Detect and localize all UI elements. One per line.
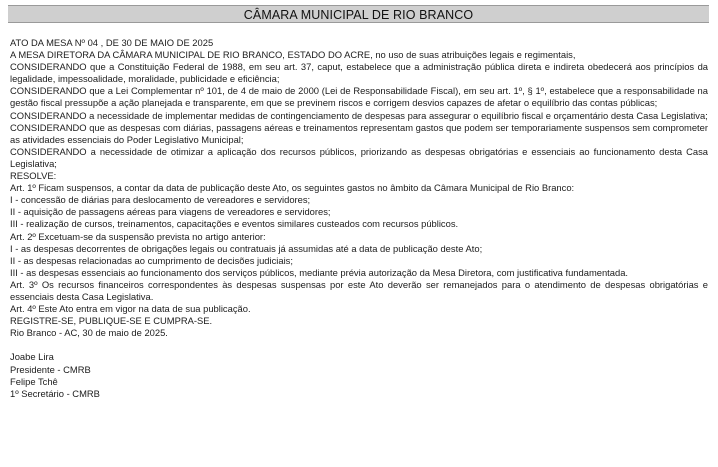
article-1-item-3: III - realização de cursos, treinamentos, capacitações e eventos similares custeados com recursos públicos.	[10, 218, 459, 230]
intro-paragraph: A MESA DIRETORA DA CÂMARA MUNICIPAL DE RIO BRANCO, ESTADO DO ACRE, no uso de suas atribuições legais e regimentais,	[10, 49, 576, 61]
article-2-item-1: I - as despesas decorrentes de obrigações legais ou contratuais já assumidas até a data de publicação deste Ato;	[10, 242, 483, 254]
article-4: Art. 4º Este Ato entra em vigor na data de sua publicação.	[10, 303, 251, 315]
signer-1-role: Presidente - CMRB	[10, 363, 91, 375]
signer-2-role: 1º Secretário - CMRB	[10, 387, 100, 399]
header-title: CÂMARA MUNICIPAL DE RIO BRANCO	[243, 8, 474, 22]
article-1-item-1: I - concessão de diárias para deslocamento de vereadores e servidores;	[10, 194, 311, 206]
place-date: Rio Branco - AC, 30 de maio de 2025.	[10, 327, 168, 339]
resolve-heading: RESOLVE:	[10, 170, 57, 182]
article-2: Art. 2º Excetuam-se da suspensão prevista no artigo anterior:	[10, 230, 266, 242]
document-body	[10, 37, 708, 400]
signature-block	[10, 351, 708, 399]
document-header	[8, 5, 709, 23]
article-2-item-2: II - as despesas relacionadas ao cumprimento de decisões judiciais;	[10, 254, 293, 266]
article-1: Art. 1º Ficam suspensos, a contar da data de publicação deste Ato, os seguintes gastos no âmbito da Câmara Municipal de Rio Branco:	[10, 182, 575, 194]
article-1-item-2: II - aquisição de passagens aéreas para viagens de vereadores e servidores;	[10, 206, 331, 218]
signer-1-name: Joabe Lira	[10, 351, 54, 363]
article-2-item-3: III - as despesas essenciais ao funcionamento dos serviços públicos, mediante prévia autorização da Mesa Diretora, com justificativa fundamentada.	[10, 266, 629, 278]
considerando-4: CONSIDERANDO que as despesas com diárias, passagens aéreas e treinamentos representam gastos que podem ser temporariamente suspensos sem comprometer as atividades essenciais do Poder Legislativo Municipal;	[10, 121, 708, 145]
act-title: ATO DA MESA Nº 04 , DE 30 DE MAIO DE 2025	[10, 37, 214, 48]
considerando-1: CONSIDERANDO que a Constituição Federal de 1988, em seu art. 37, caput, estabelece que a administração pública direta e indireta obedecerá aos princípios da legalidade, impessoalidade, moralidade, publicidade e eficiência;	[10, 61, 708, 85]
spacer	[10, 339, 708, 351]
article-3: Art. 3º Os recursos financeiros correspondentes às despesas suspensas por este Ato deverão ser remanejados para o atendimento de despesas obrigatórias e essenciais desta Casa Legislativa.	[10, 278, 708, 302]
signer-2-name: Felipe Tchê	[10, 375, 58, 387]
considerando-3: CONSIDERANDO a necessidade de implementar medidas de contingenciamento de despesas para assegurar o equilíbrio fiscal e orçamentário desta Casa Legislativa;	[10, 109, 708, 121]
considerando-2: CONSIDERANDO que a Lei Complementar nº 101, de 4 de maio de 2000 (Lei de Responsabilidade Fiscal), em seu art. 1º, § 1º, estabelece que a responsabilidade na gestão fiscal pressupõe a ação planejada e transparente, em que se previnem riscos e corrigem desvios capazes de afetar o equilíbrio das contas públicas;	[10, 85, 708, 109]
considerando-5: CONSIDERANDO a necessidade de otimizar a aplicação dos recursos públicos, priorizando as despesas obrigatórias e essenciais ao funcionamento desta Casa Legislativa;	[10, 145, 708, 169]
closing-statement: REGISTRE-SE, PUBLIQUE-SE E CUMPRA-SE.	[10, 315, 213, 327]
